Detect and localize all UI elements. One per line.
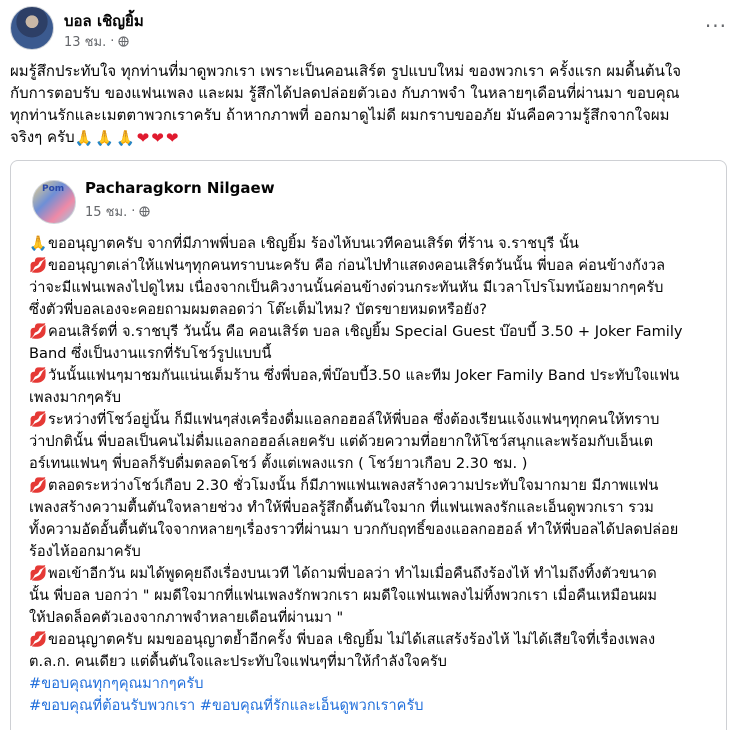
shared-text-line [29,299,719,321]
shared-text-content: ร้องไห้ออกมาครับ [29,543,141,560]
lips-icon: 💋 [29,565,48,582]
shared-text-line [29,651,719,673]
shared-text-content: วันนั้นแฟนๆมาชมกันแน่นเต็มร้าน ซึ่งพี่บอล,พี่บ๊อบบี้3.50 และทีม Joker Family Band ประทับใจแฟน [48,367,680,384]
shared-text-line [29,387,719,409]
shared-text-content: ขออนุญาตเล่าให้แฟนๆทุกคนทราบนะครับ คือ ก่อนไปทำแสดงคอนเสิร์ตวันนั้น พี่บอล ค่อนข้างกังวล [48,257,666,274]
shared-text-line [29,629,719,651]
red-heart-icon: ❤ [151,128,164,147]
shared-text-content: ขออนุญาตครับ จากที่มีภาพพี่บอล เชิญยิ้ม ร้องไห้บนเวทีคอนเสิร์ต ที่ร้าน จ.ราชบุรี นั้น [48,235,579,252]
shared-text-line [29,233,719,255]
shared-text-line [29,453,719,475]
public-globe-icon [118,36,129,47]
lips-icon: 💋 [29,257,48,274]
shared-text-content: พอเข้าอีกวัน ผมได้พูดคุยถึงเรื่องบนเวที ได้ถามพี่บอลว่า ทำไมเมื่อคืนถึงร้องไห้ ทำไมถึงทิ้งตัวขนาด [48,565,657,582]
more-options-icon[interactable]: ··· [704,14,727,38]
post-text-line: กับการตอบรับ ของแฟนเพลง และผม รู้สึกได้ปลดปล่อยตัวเอง กับภาพจำ ในหลายๆเดือนที่ผ่านมา ขอบคุณ [10,84,680,102]
post-header [10,4,727,52]
post-text-last-line [10,126,725,149]
lips-icon: 💋 [29,631,48,648]
shared-text-content: ให้ปลดล็อคตัวเองจากภาพจำหลายเดือนที่ผ่านมา " [29,609,344,626]
shared-post-meta: 15 ชม. · [85,201,150,222]
shared-text-content: ตลอดระหว่างโชว์เกือบ 2.30 ชั่วโมงนั้น ก็มีภาพแฟนเพลงสร้างความประทับใจมากมาย มีภาพแฟน [48,477,659,494]
post-meta: 13 ชม. · [64,31,129,52]
shared-post-text [29,233,719,717]
shared-text-line [29,409,719,431]
shared-text-content: ระหว่างที่โชว์อยู่นั้น ก็มีแฟนๆส่งเครื่องดื่มแอลกอฮอล์ให้พี่บอล ซึ่งต้องเรียนแจ้งแฟนๆทุกคนให้ทราบ [48,411,660,428]
shared-text-content: อร์เทนแฟนๆ พี่บอลก็รับดื่มตลอดโชว์ ตั้งแต่เพลงแรก ( โชว์ยาวเกือบ 2.30 ชม. ) [29,455,528,472]
post-text-line: ผมรู้สึกประทับใจ ทุกท่านที่มาดูพวกเรา เพราะเป็นคอนเสิร์ต รูปแบบใหม่ ของพวกเรา ครั้งแรก ผมดื้นต้นใจ [10,62,682,80]
shared-post-time[interactable]: 15 ชม. [85,205,128,220]
shared-text-line [29,255,719,277]
shared-text-content: เพลงมากๆครับ [29,389,122,406]
shared-text-line [29,541,719,563]
shared-text-content: เพลงสร้างความตื้นตันใจหลายช่วง ทำให้พี่บอลรู้สึกดื้นตันใจมาก ที่แฟนเพลงรักและเอ็นดูพวกเรา รวม [29,499,654,516]
shared-author-name[interactable]: Pacharagkorn Nilgaew [85,179,275,197]
lips-icon: 💋 [29,411,48,428]
shared-text-line [29,365,719,387]
author-avatar[interactable] [10,6,54,50]
shared-author-avatar[interactable] [32,180,76,224]
shared-text-content: ต.ล.ก. คนเดียว แต่ดื้นตันใจและประทับใจแฟนๆที่มาให้กำลังใจครับ [29,653,447,670]
folded-hands-icon: 🙏 [74,128,94,147]
author-name[interactable]: บอล เชิญยิ้ม [64,12,144,30]
post-time[interactable]: 13 ชม. [64,35,107,50]
red-heart-icon: ❤ [136,128,150,147]
folded-hands-icon: 🙏 [115,128,135,147]
post-text [10,60,725,149]
lips-icon: 💋 [29,323,48,340]
post-text-line: ทุกท่านรักและเมตตาพวกเราครับ ถ้าหากภาพที่ ออกมาดูไม่ดี ผมกราบขออภัย มันคือความรู้สึกจากใจผม [10,106,670,124]
lips-icon: 💋 [29,367,48,384]
red-heart-icon: ❤ [165,128,179,147]
lips-icon: 💋 [29,477,48,494]
shared-text-line [29,431,719,453]
shared-avatar-tag: Pom [42,184,65,194]
shared-text-content: ทั้งความอัดอั้นตื้นตันใจจากหลายๆเรื่องราวที่ผ่านมา บวกกับฤทธิ์ของแอลกอฮอล์ ทำให้พี่บอลได้ปลดปล่อย [29,521,679,538]
shared-text-content: ว่าจะมีแฟนเพลงไปดูไหม เนื่องจากเป็นคิวงานนั้นค่อนข้างด่วนกระทันหัน มีเวลาโปรโมทน้อยมากๆครับ [29,279,664,296]
shared-text-line [29,519,719,541]
shared-text-line [29,563,719,585]
folded-hands-icon: 🙏 [95,128,114,147]
shared-text-line [29,585,719,607]
shared-text-content: Band ซึ่งเป็นงานแรกที่รับโชว์รูปแบบนี้ [29,345,272,362]
shared-text-line [29,497,719,519]
shared-post-card[interactable] [10,160,727,730]
hashtag-link[interactable]: #ขอบคุณที่ต้อนรับพวกเรา #ขอบคุณที่รักและเอ็นดูพวกเราครับ [29,697,424,714]
shared-text-content: ซึ่งตัวพี่บอลเองจะคอยถามผมตลอดว่า โต๊ะเต็มไหม? บัตรขายหมดหรือยัง? [29,301,488,318]
shared-text-line [29,321,719,343]
shared-text-content: คอนเสิร์ตที่ จ.ราชบุรี วันนั้น คือ คอนเสิร์ต บอล เชิญยิ้ม Special Guest บ๊อบบี้ 3.50 + Joker Family [48,323,683,340]
shared-text-line [29,343,719,365]
shared-text-content: ว่าปกตินั้น พี่บอลเป็นคนไม่ดื่มแอลกอฮอล์เลยครับ แต่ด้วยความที่อยากให้โชว์สนุกและพร้อมกับเอ็นเต [29,433,654,450]
shared-text-line [29,607,719,629]
public-globe-icon [139,206,150,217]
folded-hands-icon: 🙏 [29,235,48,252]
post-text-line: จริงๆ ครับ [10,128,75,146]
shared-text-line [29,277,719,299]
hashtag-link[interactable]: #ขอบคุณทุกๆคุณมากๆครับ [29,675,204,692]
post-emojis [75,127,179,149]
shared-text-content: นั้น พี่บอล บอกว่า " ผมดีใจมากที่แฟนเพลงรักพวกเรา ผมดีใจแฟนเพลงไม่ทิ้งพวกเรา เมื่อคืนเหมือนผม [29,587,658,604]
shared-text-line [29,475,719,497]
shared-text-content: ขออนุญาตครับ ผมขออนุญาตย้ำอีกครั้ง พี่บอล เชิญยิ้ม ไม่ได้เสแสร้งร้องไห้ ไม่ได้เสียใจที่เรื่องเพลง [48,631,656,648]
